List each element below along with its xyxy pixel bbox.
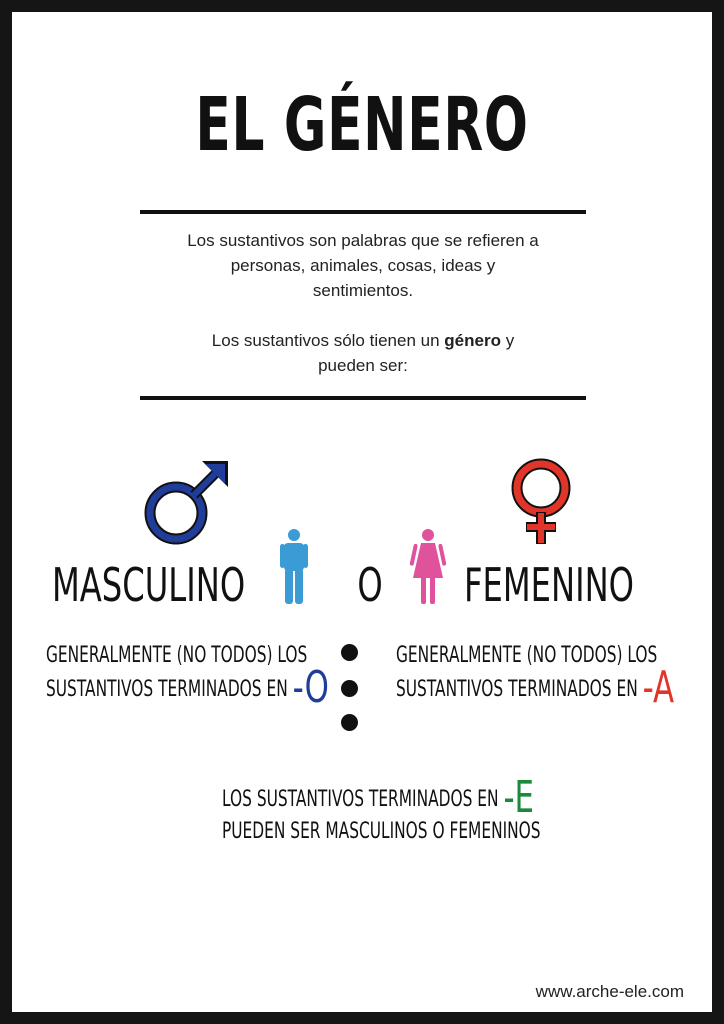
intro-line-1: Los sustantivos son palabras que se refieren a [187, 231, 539, 250]
intro-keyword: género [444, 331, 501, 350]
neutral-rule-line-1-text: LOS SUSTANTIVOS TERMINADOS EN [222, 787, 499, 812]
intro-line-2: personas, animales, cosas, ideas y [230, 256, 496, 275]
feminine-ending: -A [642, 662, 675, 713]
feminine-rule-line-2-text: SUSTANTIVOS TERMINADOS EN [396, 677, 638, 702]
feminine-rule-line-1: GENERALMENTE (NO TODOS) LOS [396, 643, 658, 668]
intro-text [140, 228, 586, 378]
male-symbol-icon [142, 458, 232, 548]
masculine-rule [46, 640, 329, 713]
female-symbol-icon [506, 458, 576, 548]
neutral-rule-line-2: PUEDEN SER MASCULINOS O FEMENINOS [222, 819, 541, 844]
intro-line-5: pueden ser: [318, 356, 408, 375]
woman-figure-icon [412, 528, 444, 604]
footer-url[interactable]: www.arche-ele.com [535, 982, 684, 1001]
divider-top [140, 210, 586, 214]
intro-line-4-end: y [500, 331, 515, 350]
man-figure-icon [280, 528, 308, 604]
neutral-rule-line-1 [222, 772, 535, 823]
intro-paragraph-1 [140, 228, 586, 303]
page-title: EL GÉNERO [195, 82, 529, 168]
feminine-rule [396, 640, 675, 713]
intro-line-3: sentimientos. [312, 281, 414, 300]
divider-bottom [140, 396, 586, 400]
masculine-label: MASCULINO [52, 558, 246, 612]
intro-line-4-start: Los sustantivos sólo tienen un [211, 331, 445, 350]
separator-dot [341, 714, 358, 731]
masculine-rule-line-2-text: SUSTANTIVOS TERMINADOS EN [46, 677, 288, 702]
separator-dot [341, 644, 358, 661]
masculine-ending: -O [292, 662, 329, 713]
neutral-ending: -E [503, 772, 535, 823]
feminine-rule-line-2 [396, 662, 675, 713]
intro-paragraph-2 [140, 328, 586, 378]
neutral-e-rule [222, 772, 541, 848]
or-connector: O [357, 558, 383, 612]
masculine-rule-line-2 [46, 662, 329, 713]
feminine-label: FEMENINO [464, 558, 635, 612]
separator-dot [341, 680, 358, 697]
masculine-rule-line-1: GENERALMENTE (NO TODOS) LOS [46, 643, 308, 668]
